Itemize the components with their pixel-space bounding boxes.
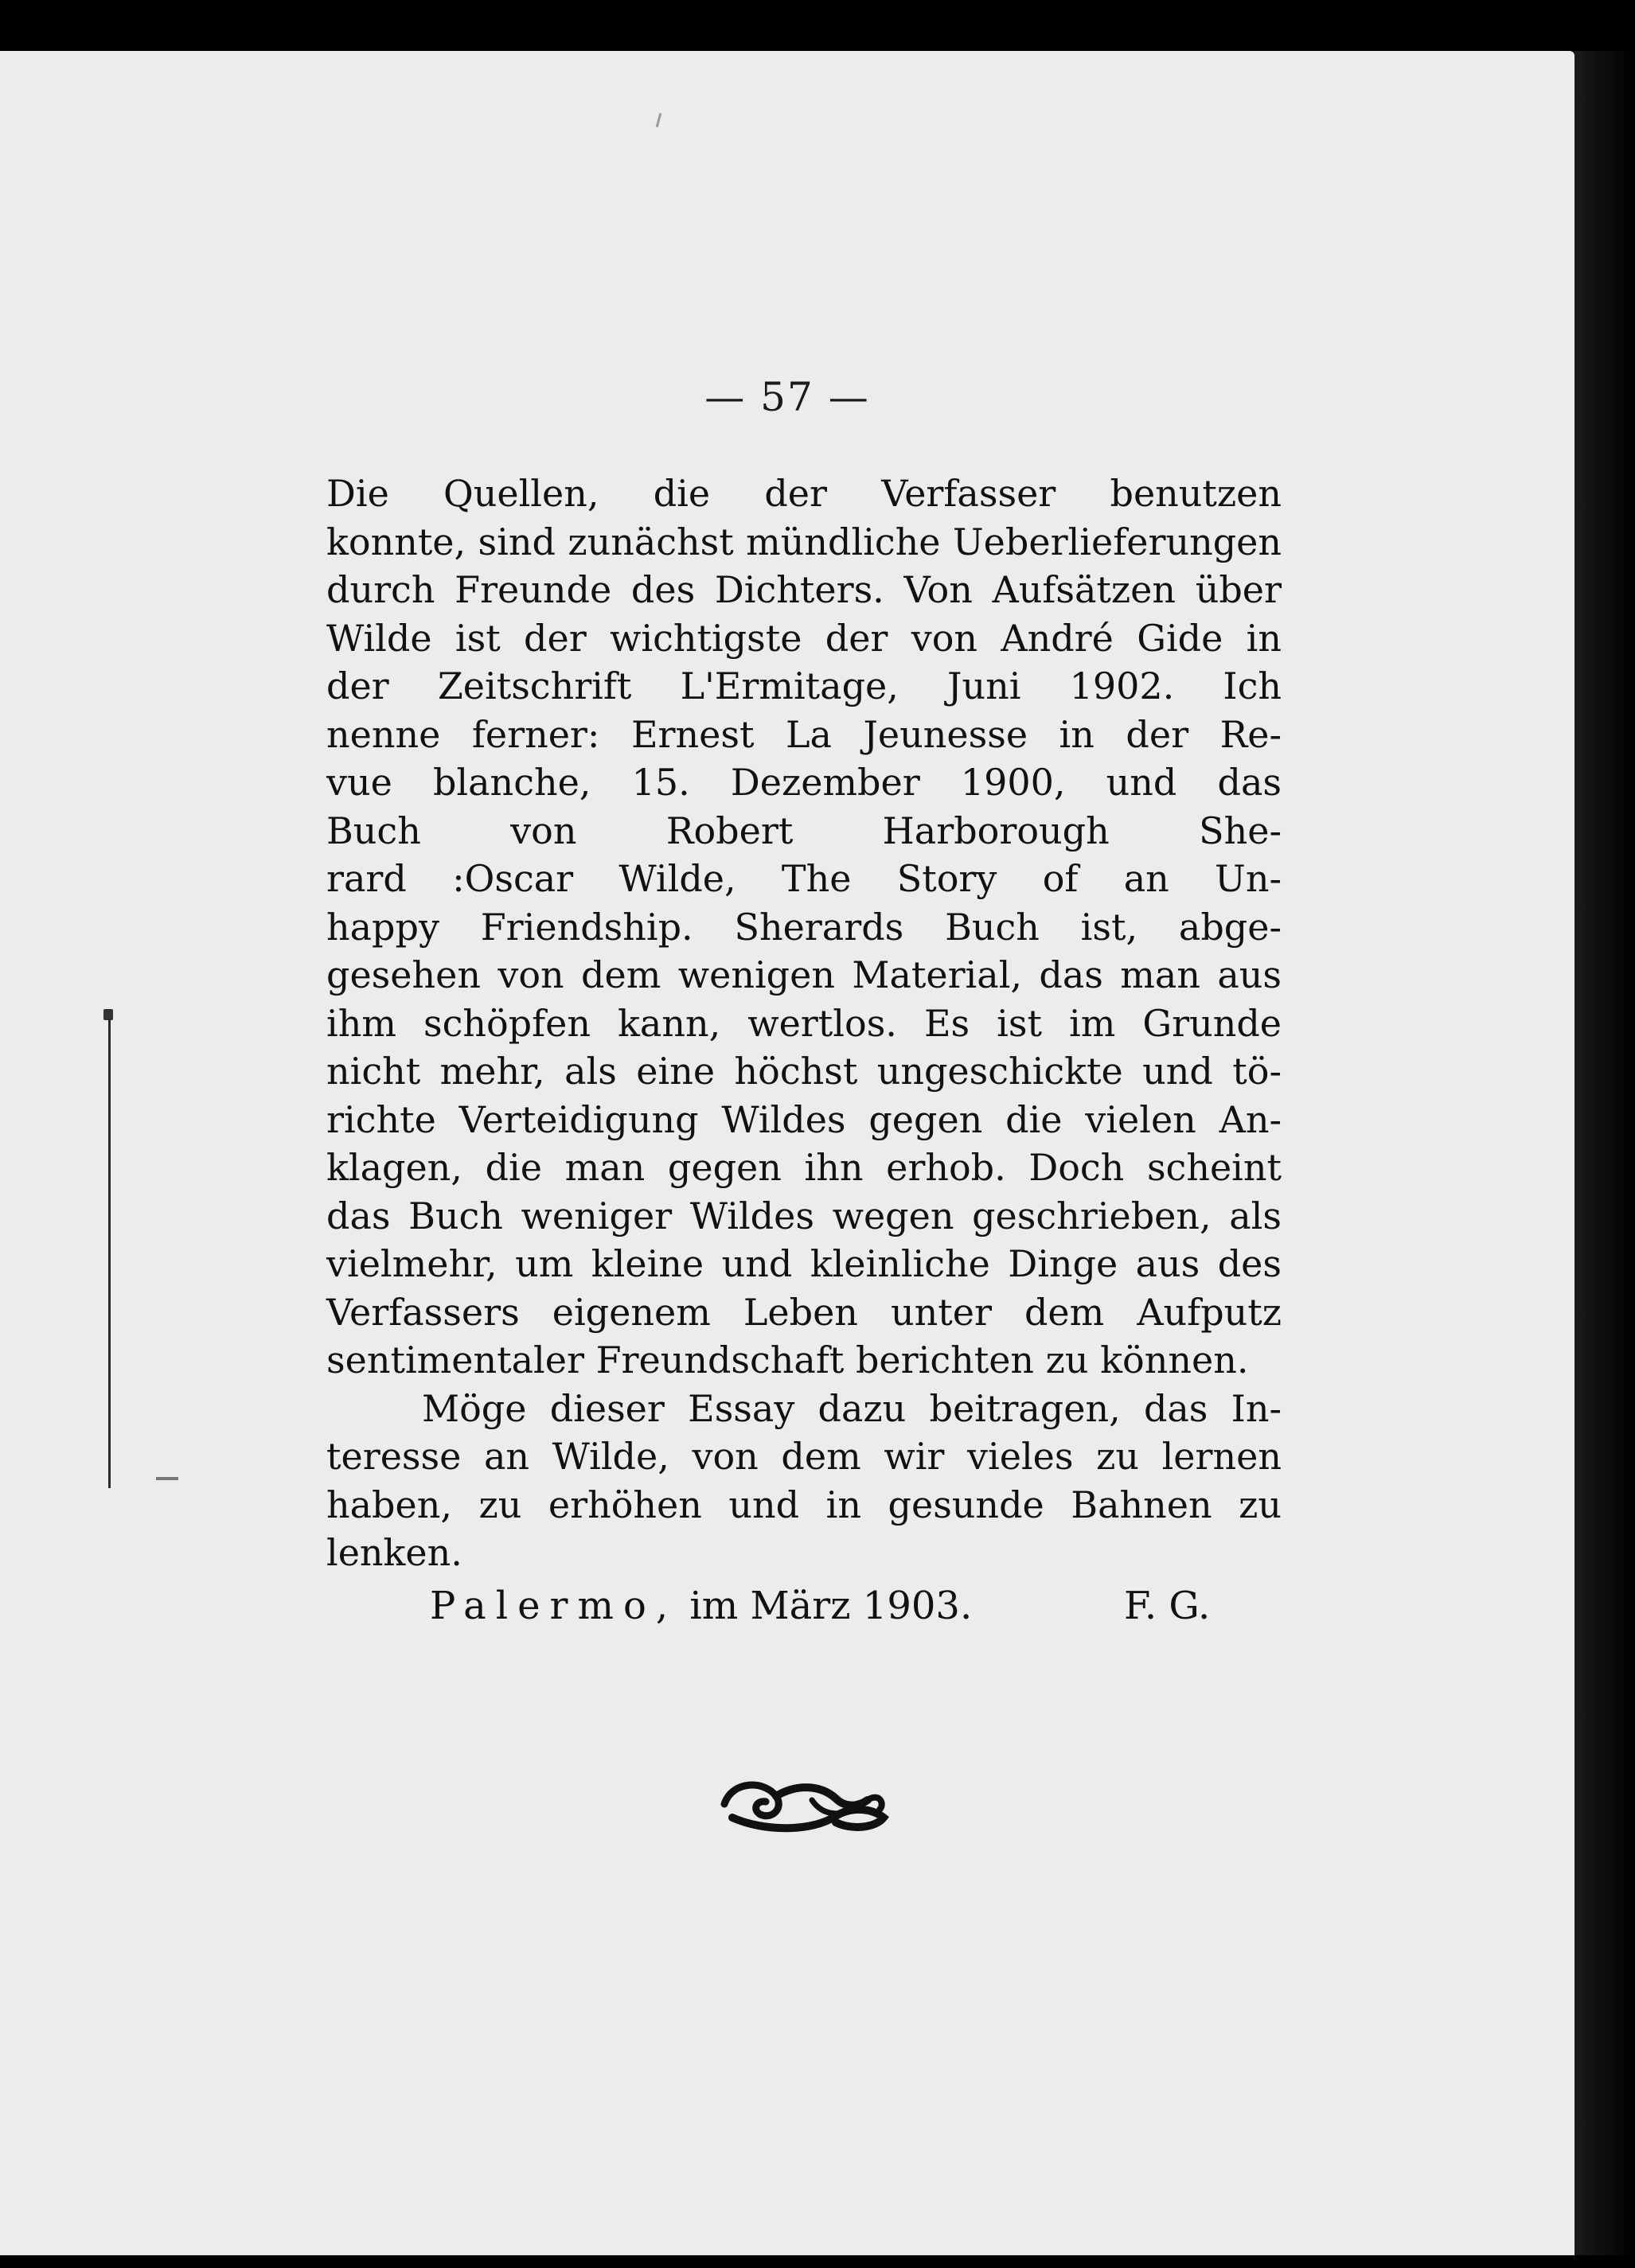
margin-mark	[156, 1477, 178, 1480]
closing-line	[430, 1584, 1226, 1628]
text-line: Die Quellen, die der Verfasser benutzen	[326, 472, 1282, 515]
text-line: ihm schöpfen kann, wertlos. Es ist im Grunde	[326, 1001, 1282, 1045]
text-line: haben, zu erhöhen und in gesunde Bahnen zu	[326, 1483, 1282, 1526]
page-number: — 57 —	[704, 374, 870, 420]
text-line: vue blanche, 15. Dezember 1900, und das	[326, 761, 1282, 804]
margin-line	[108, 1019, 111, 1488]
text-line: teresse an Wilde, von dem wir vieles zu lernen	[326, 1435, 1282, 1478]
text-line: rard :Oscar Wilde, The Story of an Un-	[326, 857, 1282, 900]
text-line: nenne ferner: Ernest La Jeunesse in der Re-	[326, 712, 1282, 756]
author-initials: F. G.	[1124, 1584, 1211, 1628]
text-line: sentimentaler Freundschaft berichten zu können.	[326, 1339, 1249, 1381]
text-line: konnte, sind zunächst mündliche Ueberlieferungen	[326, 520, 1282, 563]
text-line: vielmehr, um kleine und kleinliche Dinge aus des	[326, 1242, 1282, 1285]
decorative-scroll-icon	[716, 1768, 892, 1840]
text-line: Buch von Robert Harborough She-	[326, 809, 1282, 852]
text-line: durch Freunde des Dichters. Von Aufsätzen über	[326, 568, 1282, 611]
closing-date: im März 1903.	[689, 1584, 973, 1628]
text-line: Wilde ist der wichtigste der von André Gide in	[326, 616, 1282, 660]
text-line: happy Friendship. Sherards Buch ist, abge-	[326, 905, 1282, 949]
text-line: das Buch weniger Wildes wegen geschrieben, als	[326, 1194, 1282, 1237]
text-line: der Zeitschrift L'Ermitage, Juni 1902. Ich	[326, 664, 1282, 707]
text-line: nicht mehr, als eine höchst ungeschickte und tö-	[326, 1050, 1282, 1093]
text-line: Möge dieser Essay dazu beitragen, das In-	[422, 1386, 1282, 1430]
text-line: gesehen von dem wenigen Material, das man aus	[326, 953, 1282, 996]
text-line: klagen, die man gegen ihn erhob. Doch scheint	[326, 1146, 1282, 1189]
text-line: richte Verteidigung Wildes gegen die vielen An-	[326, 1097, 1282, 1141]
body-text	[326, 470, 1282, 1577]
closing-place: Palermo,	[430, 1584, 678, 1628]
text-line: lenken.	[326, 1531, 462, 1574]
text-line: Verfassers eigenem Leben unter dem Aufputz	[326, 1290, 1282, 1334]
